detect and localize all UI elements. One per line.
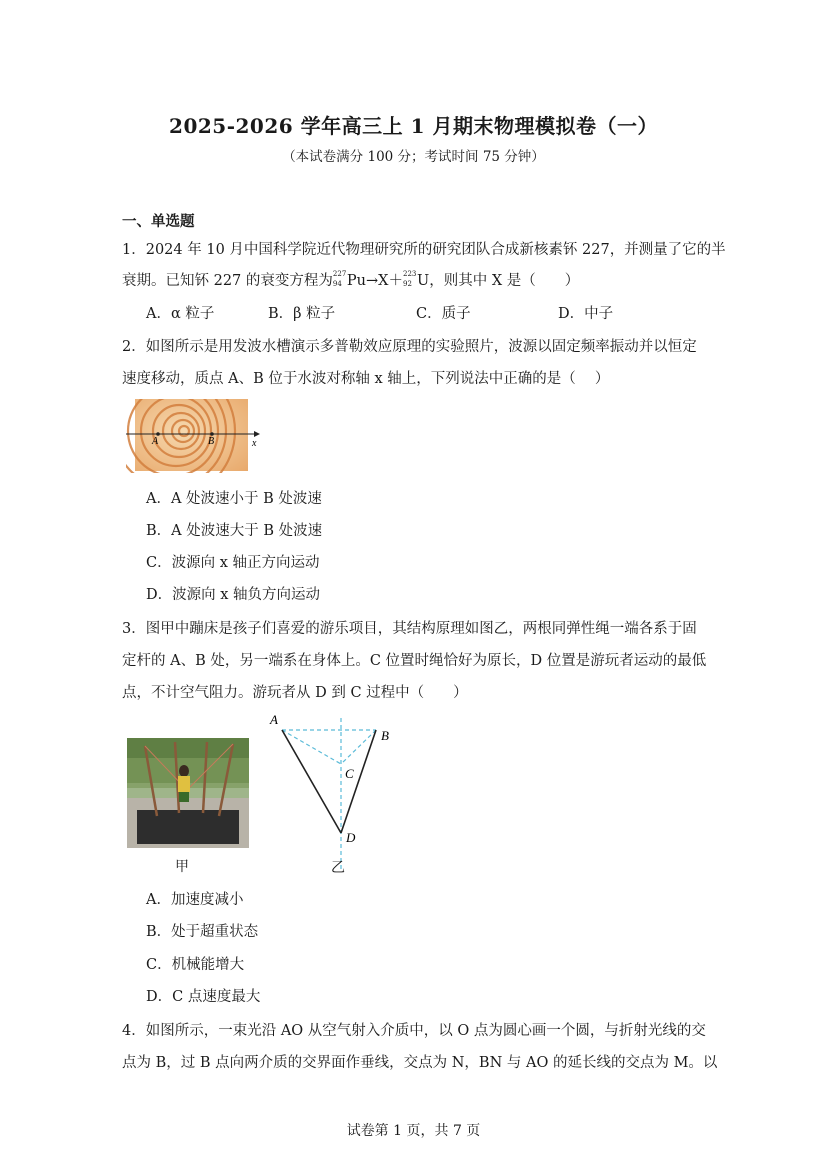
photo-trampoline-mat [137,810,239,844]
q1-option-b[interactable]: B．β 粒子 [268,306,336,322]
label-a: A [270,712,278,727]
pu-mass: 227 [332,270,347,278]
q2-line2: 速度移动，质点 A、B 位于水波对称轴 x 轴上，下列说法中正确的是（ ） [122,371,610,387]
q1-option-a[interactable]: A．α 粒子 [146,306,215,322]
pu-z: 94 [332,280,342,288]
q3-line2: 定杆的 A、B 处，另一端系在身体上。C 位置时绳恰好为原长，D 位置是游玩者运动的最低 [122,653,707,669]
label-jia: 甲 [175,859,189,875]
label-yi: 乙 [331,860,345,876]
q1-line1: 1．2024 年 10 月中国科学院近代物理研究所的研究团队合成新核素钚 227，并测量了它的半 [122,242,726,258]
q3-option-b[interactable]: B．处于超重状态 [146,924,259,940]
q3-trampoline-photo [127,738,249,848]
u-mass: 223 [403,270,417,278]
rope-lines [282,730,376,833]
q1-text-b: ，则其中 X 是（ ） [429,273,580,289]
q1-option-d[interactable]: D．中子 [558,306,614,322]
label-b: B [208,436,215,447]
q3-line3: 点，不计空气阻力。游玩者从 D 到 C 过程中（ ） [122,685,468,701]
q3-rope-diagram [268,708,408,878]
q2-option-a[interactable]: A．A 处波速小于 B 处波速 [146,491,322,507]
q2-option-c[interactable]: C．波源向 x 轴正方向运动 [146,555,320,571]
q3-option-c[interactable]: C．机械能增大 [146,957,245,973]
q1-option-c[interactable]: C．质子 [416,306,471,322]
photo-child-body [178,776,190,792]
q4-line2: 点为 B，过 B 点向两介质的交界面作垂线，交点为 N，BN 与 AO 的延长线的交点为 M。以 [122,1055,718,1071]
pu-nuclide [332,270,367,289]
q3-option-a[interactable]: A．加速度减小 [146,892,244,908]
section-heading: 一、单选题 [122,213,195,230]
label-c: C [345,766,354,781]
q2-wave-tank-photo [126,399,262,473]
q2-line1: 2．如图所示是用发波水槽演示多普勒效应原理的实验照片，波源以固定频率振动并以恒定 [122,339,697,355]
q4-line1: 4．如图所示，一束光沿 AO 从空气射入介质中，以 O 点为圆心画一个圆，与折射光线的交 [122,1023,706,1039]
q1-text-a: 衰期。已知钚 227 的衰变方程为 [122,273,333,289]
dashed-lines [282,718,376,870]
decay-mid: →X＋ [366,273,403,289]
q2-option-b[interactable]: B．A 处波速大于 B 处波速 [146,523,323,539]
u-symbol: U [417,273,430,289]
u-z: 92 [403,280,412,288]
exam-subtitle: （本试卷满分 100 分；考试时间 75 分钟） [282,149,545,165]
label-a: A [152,436,159,447]
x-axis-arrow-icon [254,431,260,437]
q3-option-d[interactable]: D．C 点速度最大 [146,989,261,1005]
photo-child-legs [179,792,189,802]
label-d: D [346,830,356,845]
page-footer: 试卷第 1 页，共 7 页 [346,1123,481,1139]
label-b: B [381,728,389,743]
pu-symbol: Pu [346,273,367,289]
q3-line1: 3．图甲中蹦床是孩子们喜爱的游乐项目，其结构原理如图乙，两根同弹性绳一端各系于固 [122,621,697,637]
q1-line2 [122,269,579,290]
q2-option-d[interactable]: D．波源向 x 轴负方向运动 [146,587,321,603]
u-nuclide [403,270,430,289]
q1-options [146,302,666,323]
page-title: 2025-2026 学年高三上 1 月期末物理模拟卷（一） [169,114,658,138]
label-x: x [252,438,257,449]
photo-child-head [179,765,189,777]
